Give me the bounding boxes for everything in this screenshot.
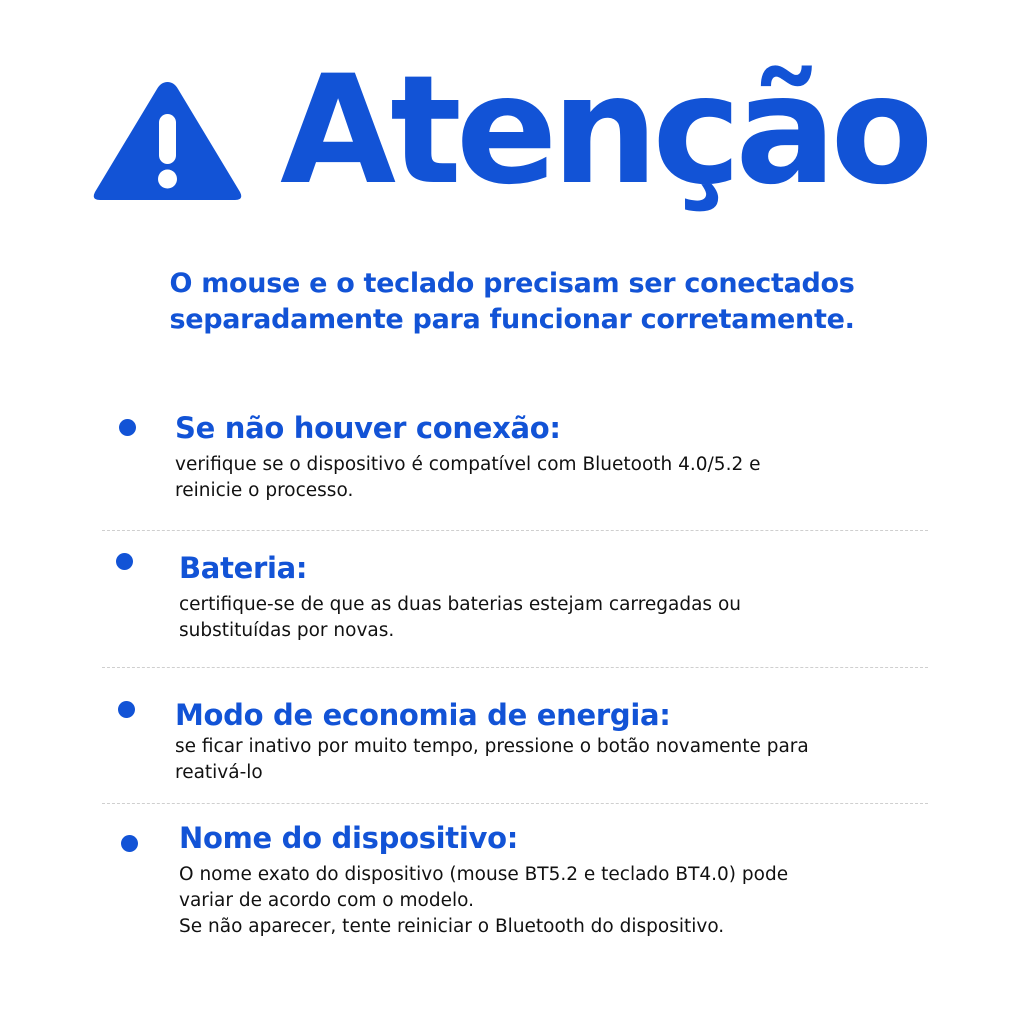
item-description <box>175 734 935 786</box>
item-title: Modo de economia de energia: <box>175 698 671 732</box>
item-description-line: variar de acordo com o modelo. <box>179 890 474 911</box>
divider <box>102 667 928 668</box>
item-description-line: reativá-lo <box>175 762 263 783</box>
item-description-line: Se não aparecer, tente reiniciar o Bluetooth do dispositivo. <box>179 916 725 937</box>
subtitle <box>0 266 1024 338</box>
divider <box>102 530 928 531</box>
bullet-icon <box>116 553 133 570</box>
page-title: Atenção <box>280 44 928 218</box>
warning-triangle-icon <box>90 74 245 204</box>
item-title: Se não houver conexão: <box>175 411 561 445</box>
item-description <box>179 862 939 940</box>
item-description-line: se ficar inativo por muito tempo, pressione o botão novamente para <box>175 736 809 757</box>
item-title: Bateria: <box>179 551 308 585</box>
item-title: Nome do dispositivo: <box>179 821 519 855</box>
bullet-icon <box>121 835 138 852</box>
item-description <box>179 592 939 644</box>
subtitle-line-2: separadamente para funcionar corretamente. <box>169 304 855 335</box>
item-description-line: certifique-se de que as duas baterias estejam carregadas ou <box>179 594 741 615</box>
bullet-icon <box>119 419 136 436</box>
divider <box>102 803 928 804</box>
subtitle-line-1: O mouse e o teclado precisam ser conectados <box>169 268 855 299</box>
item-description-line: substituídas por novas. <box>179 620 395 641</box>
item-description-line: O nome exato do dispositivo (mouse BT5.2 e teclado BT4.0) pode <box>179 864 789 885</box>
item-description <box>175 452 935 504</box>
item-description-line: verifique se o dispositivo é compatível com Bluetooth 4.0/5.2 e <box>175 454 761 475</box>
item-description-line: reinicie o processo. <box>175 480 354 501</box>
header <box>0 0 1024 250</box>
bullet-icon <box>118 701 135 718</box>
